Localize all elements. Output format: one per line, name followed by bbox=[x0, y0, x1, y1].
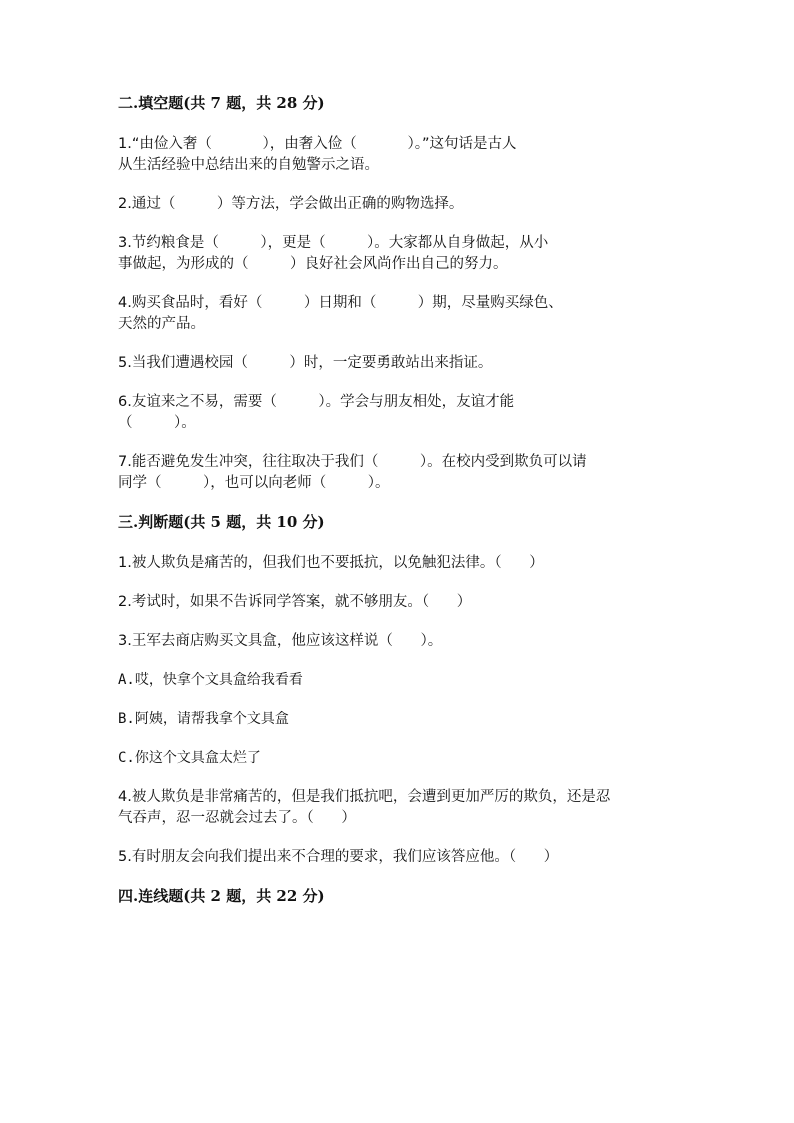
question-line: 事做起，为形成的（ ）良好社会风尚作出自己的努力。 bbox=[118, 256, 508, 272]
answer-option-b bbox=[118, 709, 678, 730]
question-line: 5.有时朋友会向我们提出来不合理的要求，我们应该答应他。（ ） bbox=[118, 849, 559, 865]
question-item bbox=[118, 787, 678, 829]
section-title-matching: 四.连线题(共 2 题，共 22 分) bbox=[118, 887, 325, 905]
question-item bbox=[118, 353, 678, 374]
question-line: 2.通过（ ）等方法，学会做出正确的购物选择。 bbox=[118, 196, 464, 212]
question-line: 7.能否避免发生冲突，往往取决于我们（ ）。在校内受到欺负可以请 bbox=[118, 454, 587, 470]
question-line: 气吞声，忍一忍就会过去了。（ ） bbox=[118, 810, 356, 826]
question-line: 4.购买食品时，看好（ ）日期和（ ）期，尽量购买绿色、 bbox=[118, 295, 563, 311]
question-line: 3.节约粮食是（ ），更是（ ）。大家都从自身做起，从小 bbox=[118, 235, 549, 251]
option-text: B.阿姨，请帮我拿个文具盒 bbox=[118, 711, 289, 727]
question-line: 从生活经验中总结出来的自勉警示之语。 bbox=[118, 157, 379, 173]
question-item bbox=[118, 233, 678, 275]
question-line: 天然的产品。 bbox=[118, 316, 205, 332]
question-item bbox=[118, 392, 678, 434]
worksheet-page bbox=[118, 93, 678, 907]
question-line: 5.当我们遭遇校园（ ）时，一定要勇敢站出来指证。 bbox=[118, 355, 493, 371]
option-text: A.哎，快拿个文具盒给我看看 bbox=[118, 672, 303, 688]
question-line: 2.考试时，如果不告诉同学答案，就不够朋友。（ ） bbox=[118, 594, 472, 610]
question-item bbox=[118, 592, 678, 613]
question-line: 3.王军去商店购买文具盒，他应该这样说（ ）。 bbox=[118, 633, 443, 649]
question-line: 4.被人欺负是非常痛苦的，但是我们抵抗吧，会遭到更加严厉的欺负，还是忍 bbox=[118, 789, 611, 805]
question-item bbox=[118, 847, 678, 868]
option-text: C.你这个文具盒太烂了 bbox=[118, 750, 261, 766]
question-line: 1.“由俭入奢（ ），由奢入俭（ ）。”这句话是古人 bbox=[118, 136, 517, 152]
question-line: 1.被人欺负是痛苦的，但我们也不要抵抗，以免触犯法律。（ ） bbox=[118, 555, 544, 571]
question-item bbox=[118, 293, 678, 335]
answer-option-a bbox=[118, 670, 678, 691]
question-item bbox=[118, 194, 678, 215]
question-line: （ ）。 bbox=[118, 415, 196, 431]
section-title-fill-blank: 二.填空题(共 7 题，共 28 分) bbox=[118, 94, 325, 112]
question-item bbox=[118, 134, 678, 176]
question-line: 6.友谊来之不易，需要（ ）。学会与朋友相处，友谊才能 bbox=[118, 394, 515, 410]
question-item bbox=[118, 631, 678, 652]
question-item bbox=[118, 452, 678, 494]
section-title-true-false: 三.判断题(共 5 题，共 10 分) bbox=[118, 513, 325, 531]
answer-option-c bbox=[118, 748, 678, 769]
question-item bbox=[118, 553, 678, 574]
question-line: 同学（ ），也可以向老师（ ）。 bbox=[118, 475, 390, 491]
